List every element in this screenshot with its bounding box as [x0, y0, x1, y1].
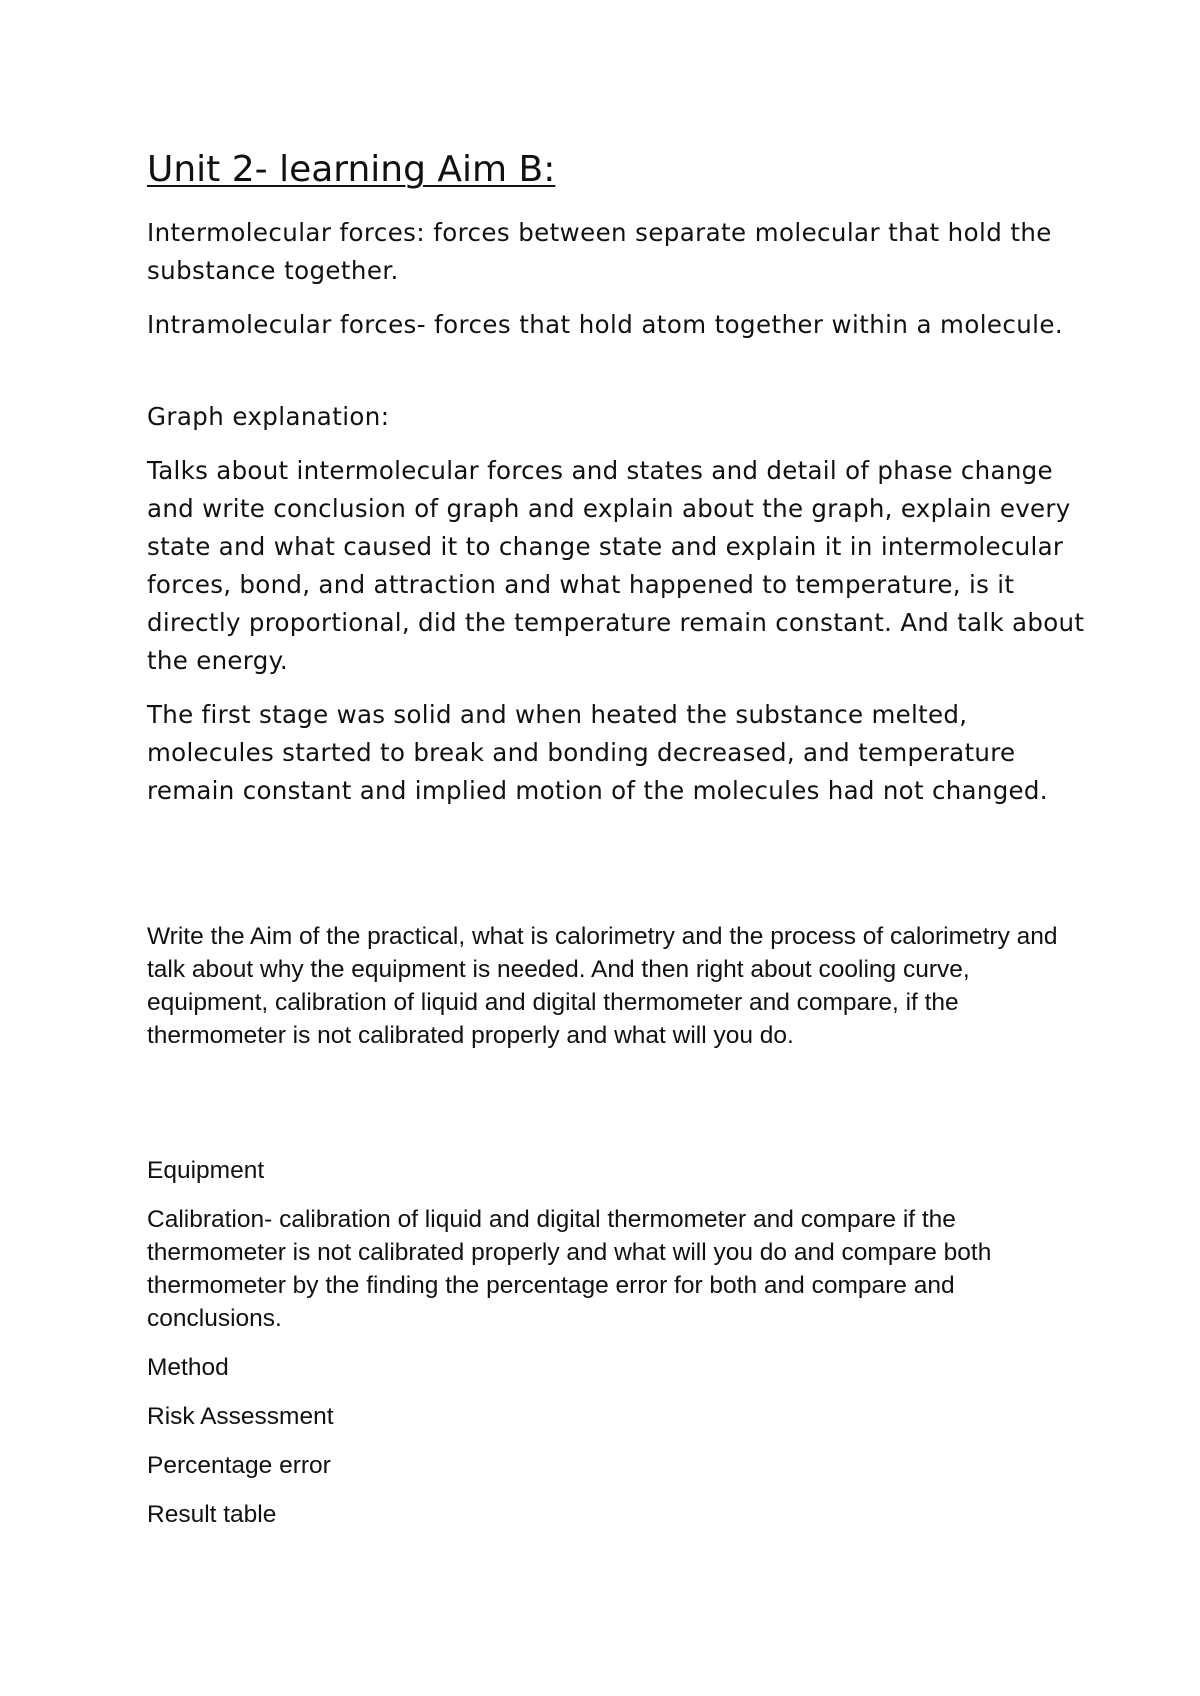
- intermolecular-definition: Intermolecular forces: forces between separate molecular that hold the substance together.: [147, 218, 1052, 285]
- intramolecular-definition: Intramolecular forces- forces that hold atom together within a molecule.: [147, 310, 1064, 339]
- risk-assessment-heading: Risk Assessment: [147, 1403, 334, 1430]
- result-table-heading: Result table: [147, 1501, 277, 1528]
- first-stage-text: The first stage was solid and when heated the substance melted, molecules started to break and bonding decreased, and temperature remain constant and implied motion of the molecules had not changed.: [147, 700, 1048, 805]
- percentage-error-heading: Percentage error: [147, 1452, 331, 1479]
- document-title: Unit 2- learning Aim B:: [147, 149, 556, 190]
- equipment-heading: Equipment: [147, 1157, 265, 1184]
- graph-explanation-text: Talks about intermolecular forces and states and detail of phase change and write conclusion of graph and explain about the graph, explain every state and what caused it to change state and explain it in intermolecular forces, bond, and attraction and what happened to temperature, is it directly proportional, did the temperature remain constant. And talk about the energy.: [147, 456, 1085, 675]
- calibration-text: Calibration- calibration of liquid and digital thermometer and compare if the thermometer is not calibrated properly and what will you do and compare both thermometer by the finding the percentage error for both and compare and conclusions.: [147, 1206, 992, 1332]
- method-heading: Method: [147, 1354, 229, 1381]
- graph-explanation-heading: Graph explanation:: [147, 402, 390, 431]
- aim-instructions: Write the Aim of the practical, what is calorimetry and the process of calorimetry and talk about why the equipment is needed. And then right about cooling curve, equipment, calibration of liquid and digital thermometer and compare, if the thermometer is not calibrated properly and what will you do.: [147, 923, 1058, 1049]
